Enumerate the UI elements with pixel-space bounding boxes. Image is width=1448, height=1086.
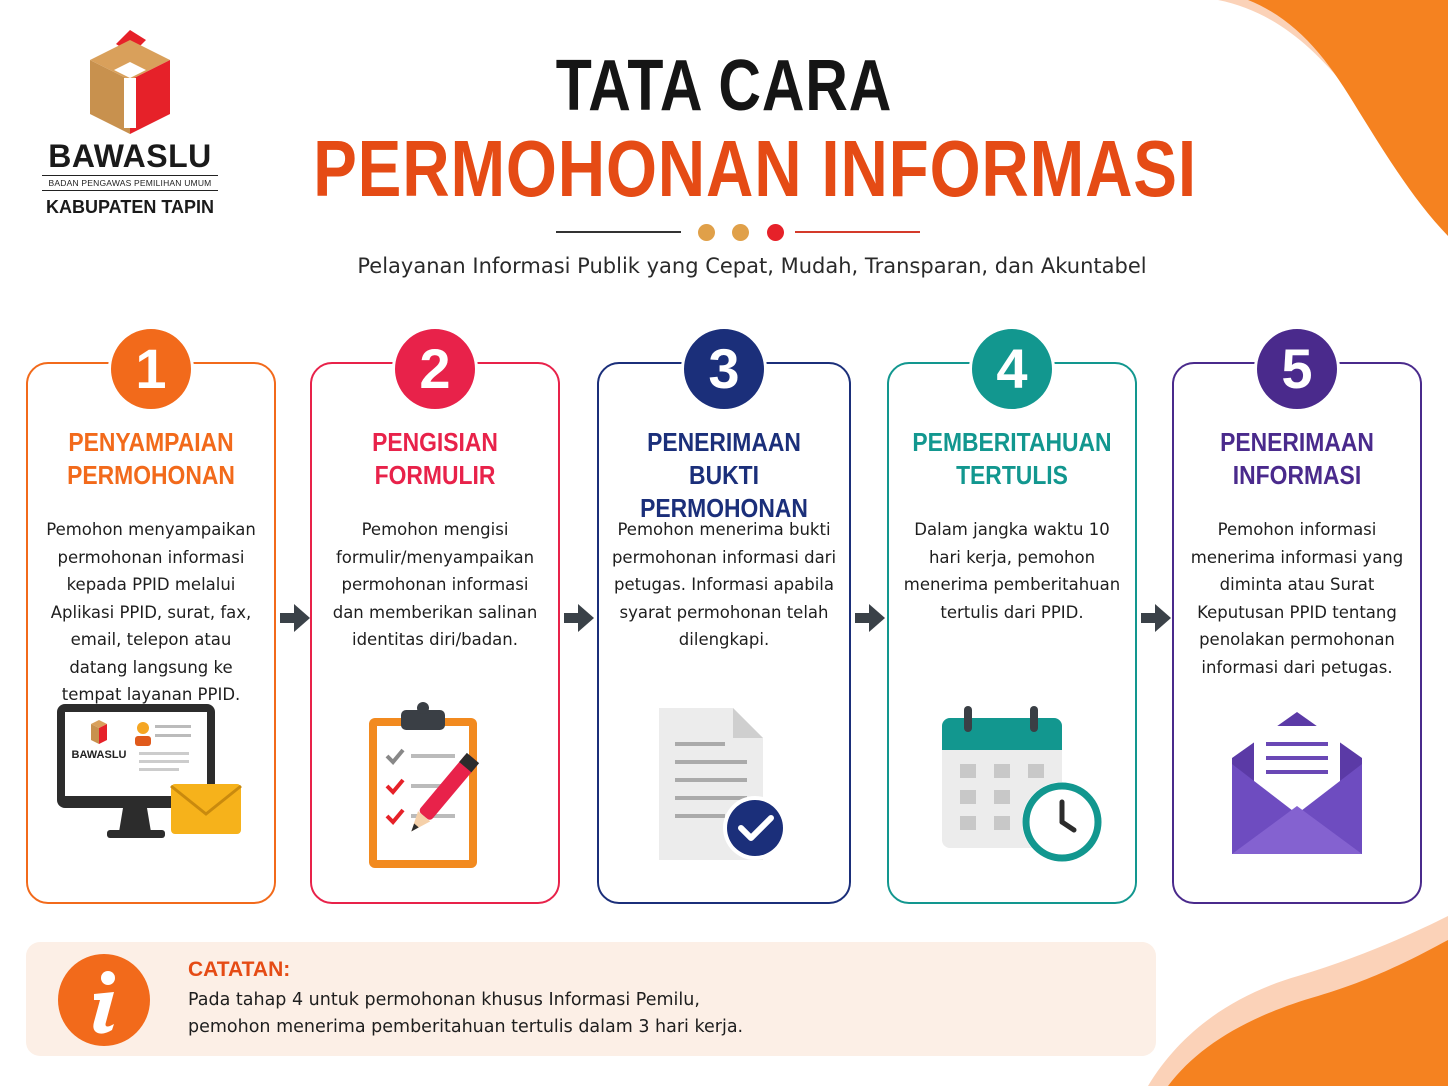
computer-email-icon — [28, 698, 274, 878]
calendar-clock-icon — [889, 698, 1135, 878]
envelope-letter-icon — [1174, 698, 1420, 878]
step-title: PENERIMAAN INFORMASI — [1220, 427, 1374, 490]
logo-subtitle: BADAN PENGAWAS PEMILIHAN UMUM — [42, 175, 218, 191]
step-title: PENGISIAN FORMULIR — [372, 427, 498, 490]
page-title-line2: PERMOHONAN INFORMASI — [313, 124, 1197, 213]
step-description: Pemohon mengisi formulir/menyampaikan permohonan informasi dan memberikan salinan identitas diri/badan. — [332, 520, 538, 649]
note-title: CATATAN: — [188, 958, 291, 981]
note-text-line1: Pada tahap 4 untuk permohonan khusus Informasi Pemilu, — [188, 990, 700, 1010]
screen-logo-label: BAWASLU — [71, 749, 127, 761]
document-check-icon — [599, 698, 849, 878]
info-icon — [58, 954, 150, 1046]
step-title: PEMBERITAHUAN TERTULIS — [912, 427, 1112, 490]
logo-region: KABUPATEN TAPIN — [46, 197, 214, 217]
step-description: Pemohon informasi menerima informasi yang diminta atau Surat Keputusan PPID tentang penolakan permohonan informasi dari petugas. — [1190, 520, 1404, 677]
step-title: PENYAMPAIAN PERMOHONAN — [67, 427, 235, 490]
clipboard-pen-icon — [312, 698, 558, 878]
step-arrow-icon — [853, 600, 887, 636]
step-number-badge: 3 — [681, 326, 767, 412]
step-number-badge: 2 — [392, 326, 478, 412]
step-card-1 — [26, 337, 276, 904]
step-arrow-icon — [562, 600, 596, 636]
note-box — [26, 942, 1156, 1056]
page-subtitle: Pelayanan Informasi Publik yang Cepat, Mudah, Transparan, dan Akuntabel — [357, 254, 1147, 278]
title-divider — [556, 222, 920, 242]
step-arrow-icon — [278, 600, 312, 636]
step-arrow-icon — [1139, 600, 1173, 636]
step-card-5 — [1172, 337, 1422, 904]
step-card-4 — [887, 337, 1137, 904]
step-title: PENERIMAAN BUKTI PERMOHONAN — [640, 427, 808, 523]
step-number-badge: 4 — [969, 326, 1055, 412]
step-description: Dalam jangka waktu 10 hari kerja, pemohon menerima pemberitahuan tertulis dari PPID. — [903, 520, 1121, 622]
step-card-2 — [310, 337, 560, 904]
step-number-badge: 1 — [108, 326, 194, 412]
logo-name: BAWASLU — [48, 138, 212, 174]
step-card-3 — [597, 337, 851, 904]
step-description: Pemohon menyampaikan permohonan informasi kepada PPID melalui Aplikasi PPID, surat, fax, email, telepon atau datang langsung ke tempat layanan PPID. — [46, 520, 256, 704]
decorative-wave-bottom-right — [1148, 916, 1448, 1086]
step-description: Pemohon menerima bukti permohonan informasi dari petugas. Informasi apabila syarat permohonan telah dilengkapi. — [611, 520, 837, 649]
page-title-line1: TATA CARA — [555, 46, 893, 126]
note-text-line2: pemohon menerima pemberitahuan tertulis dalam 3 hari kerja. — [188, 1017, 744, 1037]
step-number-badge: 5 — [1254, 326, 1340, 412]
